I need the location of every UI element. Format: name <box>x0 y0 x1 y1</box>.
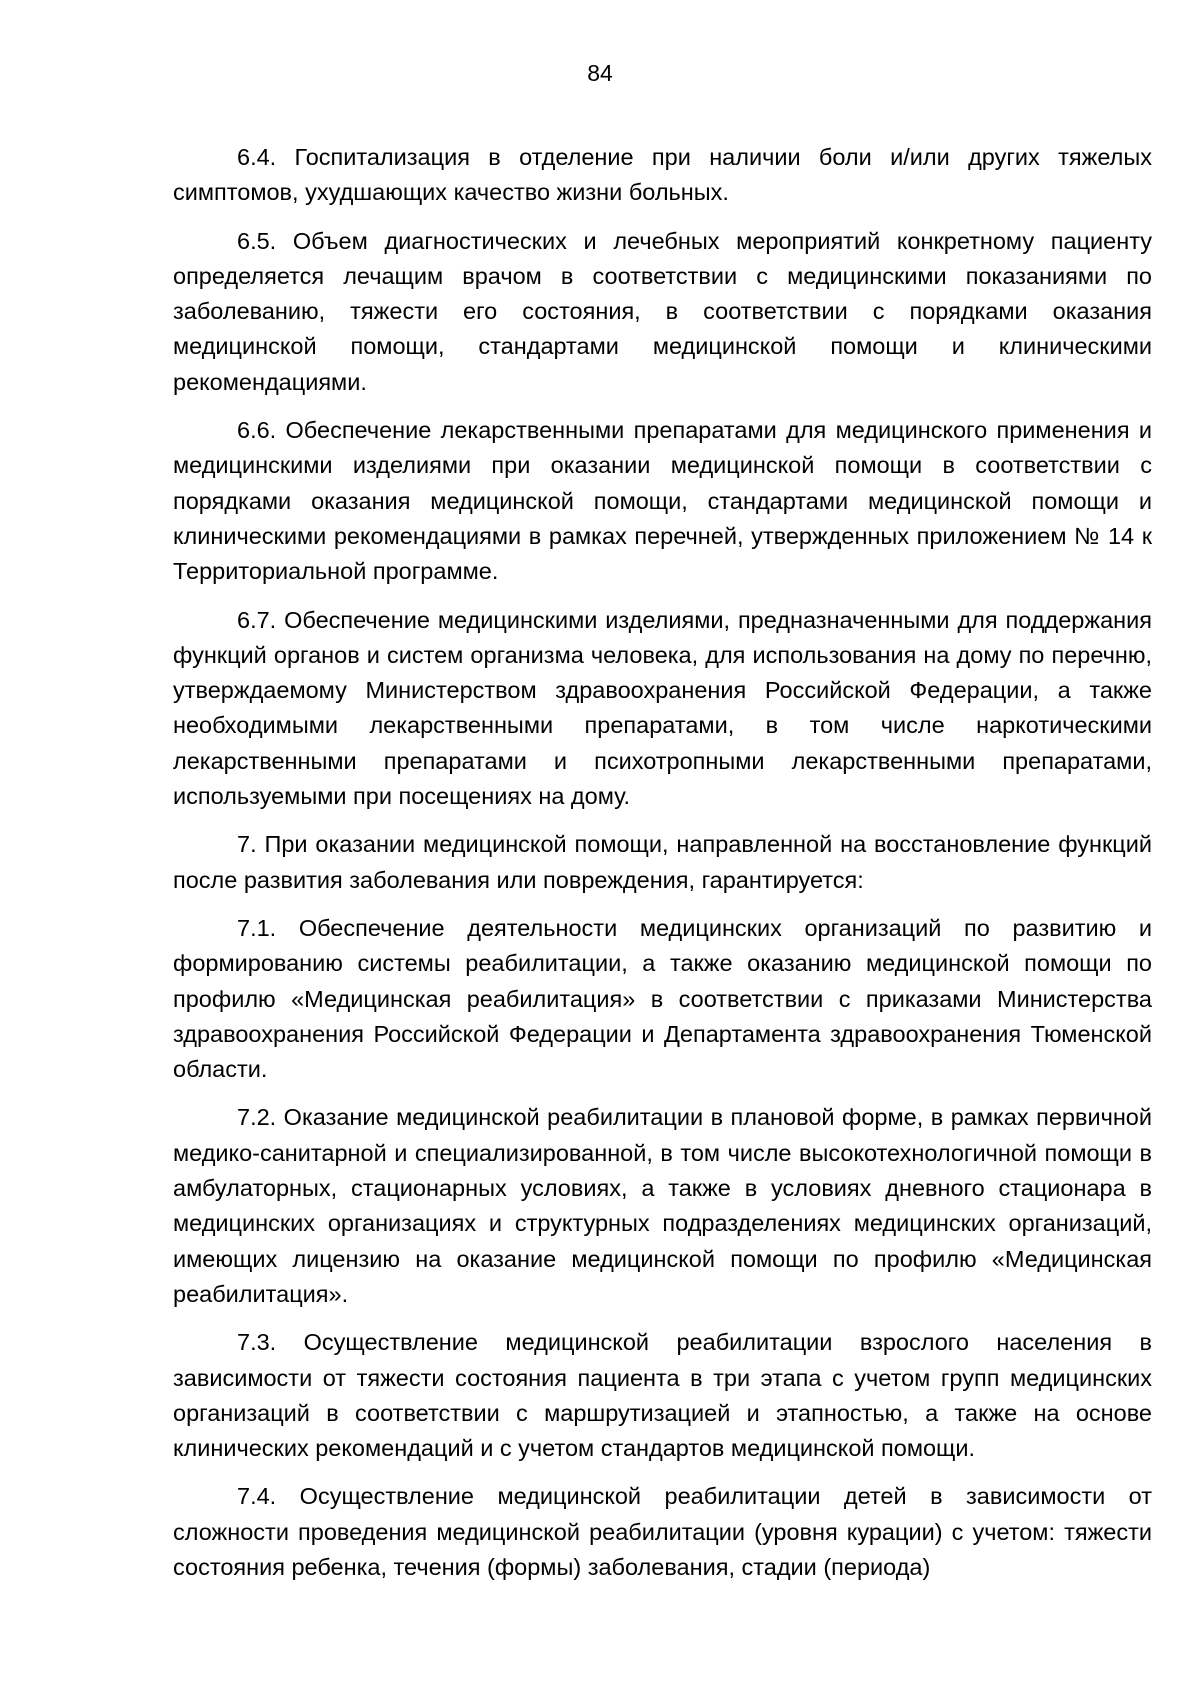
paragraph-7-3: 7.3. Осуществление медицинской реабилитации взрослого населения в зависимости от тяжести состояния пациента в три этапа с учетом групп медицинских организаций в соответствии с маршрутизацией и этапностью, а также на основе клинических рекомендаций и с учетом стандартов медицинской помощи. <box>173 1329 1152 1462</box>
paragraph-6-4: 6.4. Госпитализация в отделение при наличии боли и/или других тяжелых симптомов, ухудшающих качество жизни больных. <box>173 144 1152 206</box>
paragraph-7-4: 7.4. Осуществление медицинской реабилитации детей в зависимости от сложности проведения медицинской реабилитации (уровня курации) с учетом: тяжести состояния ребенка, течения (формы) заболевания, стадии (периода) <box>173 1483 1152 1580</box>
paragraph-7: 7. При оказании медицинской помощи, направленной на восстановление функций после развития заболевания или повреждения, гарантируется: <box>173 831 1152 893</box>
paragraph-7-1: 7.1. Обеспечение деятельности медицинских организаций по развитию и формированию системы реабилитации, а также оказанию медицинской помощи по профилю «Медицинская реабилитация» в соответствии с приказами Министерства здравоохранения Российской Федерации и Департамента здравоохранения Тюменской области. <box>173 914 1152 1083</box>
paragraph-7-2: 7.2. Оказание медицинской реабилитации в плановой форме, в рамках первичной медико-санитарной и специализированной, в том числе высокотехнологичной помощи в амбулаторных, стационарных условиях, а также в условиях дневного стационара в медицинских организациях и структурных подразделениях медицинских организаций, имеющих лицензию на оказание медицинской помощи по профилю «Медицинская реабилитация». <box>173 1104 1152 1307</box>
paragraph-6-7: 6.7. Обеспечение медицинскими изделиями, предназначенными для поддержания функций органов и систем организма человека, для использования на дому по перечню, утверждаемому Министерством здравоохранения Российской Федерации, а также необходимыми лекарственными препаратами, в том числе наркотическими лекарственными препаратами и психотропными лекарственными препаратами, используемыми при посещениях на дому. <box>173 606 1152 810</box>
paragraph-6-5: 6.5. Объем диагностических и лечебных мероприятий конкретному пациенту определяется лечащим врачом в соответствии с медицинскими показаниями по заболеванию, тяжести его состояния, в соответствии с порядками оказания медицинской помощи, стандартами медицинской помощи и клиническими рекомендациями. <box>173 227 1152 395</box>
page-number: 84 <box>587 60 613 86</box>
document-body <box>173 140 1152 1585</box>
paragraph-6-6: 6.6. Обеспечение лекарственными препаратами для медицинского применения и медицинскими изделиями при оказании медицинской помощи в соответствии с порядками оказания медицинской помощи, стандартами медицинской помощи и клиническими рекомендациями в рамках перечней, утвержденных приложением № 14 к Территориальной программе. <box>173 417 1152 585</box>
